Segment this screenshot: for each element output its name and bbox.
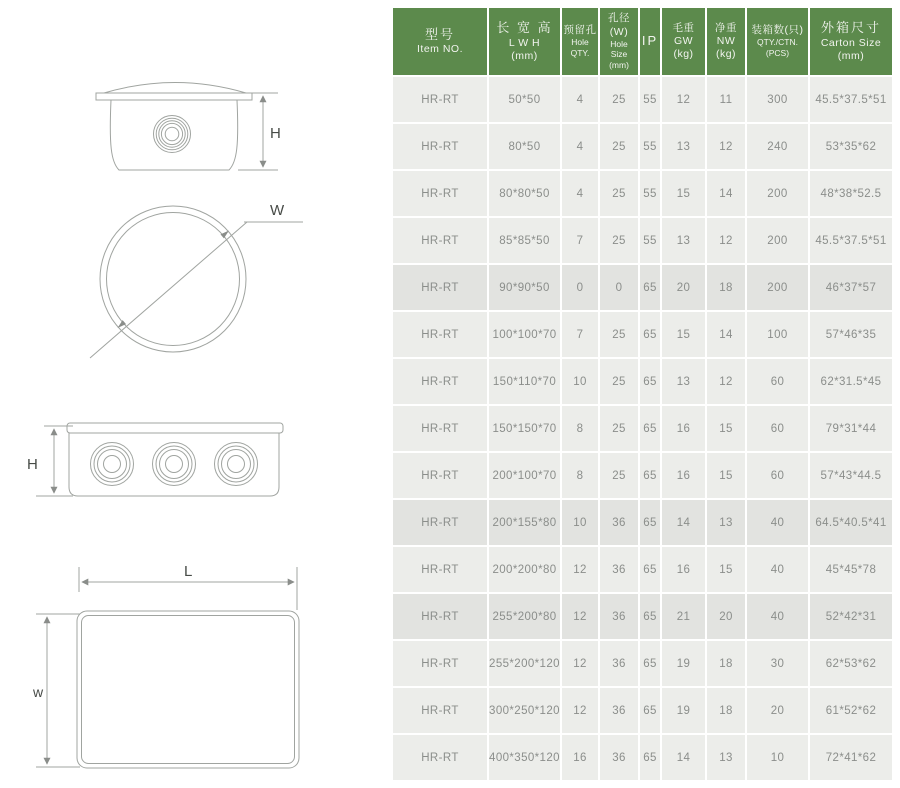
table-cell-row11-ip: 65: [640, 547, 660, 592]
table-cell-row12-lwh: 255*200*80: [489, 594, 560, 639]
table-cell-row15-ip: 65: [640, 735, 660, 780]
header-line: (PCS): [765, 48, 790, 59]
table-cell-row3-ip: 55: [640, 171, 660, 216]
table-cell-row1-gw: 12: [662, 77, 705, 122]
dimension-label-w-bottom: w: [33, 684, 44, 700]
table-cell-row3-nw: 14: [707, 171, 745, 216]
header-cell-lwh: [489, 8, 560, 75]
header-line: (mm): [511, 49, 538, 62]
table-cell-row15-gw: 14: [662, 735, 705, 780]
header-line: Hole QTY.: [570, 37, 590, 59]
table-cell-row3-gw: 15: [662, 171, 705, 216]
box-body: [110, 100, 237, 170]
table-cell-row9-nw: 15: [707, 453, 745, 498]
table-cell-row9-hole-qty: 8: [562, 453, 598, 498]
table-cell-row5-lwh: 90*90*50: [489, 265, 560, 310]
table-cell-row10-nw: 13: [707, 500, 745, 545]
table-cell-row6-lwh: 100*100*70: [489, 312, 560, 357]
table-cell-row8-hole-size: 25: [600, 406, 638, 451]
table-cell-row5-hole-qty: 0: [562, 265, 598, 310]
technical-drawings-panel: [0, 0, 390, 788]
header-line: 长 宽 高: [496, 20, 553, 36]
header-line: (W): [609, 25, 629, 38]
table-cell-row7-qty-ctn: 60: [747, 359, 808, 404]
table-cell-row4-lwh: 85*85*50: [489, 218, 560, 263]
table-cell-row2-hole-size: 25: [600, 124, 638, 169]
table-cell-row12-item-no: HR-RT: [393, 594, 487, 639]
table-cell-row13-gw: 19: [662, 641, 705, 686]
table-cell-row13-hole-qty: 12: [562, 641, 598, 686]
header-line: (mm): [609, 59, 629, 70]
table-cell-row1-hole-size: 25: [600, 77, 638, 122]
table-cell-row1-lwh: 50*50: [489, 77, 560, 122]
header-line: 净重: [715, 21, 737, 34]
table-cell-row7-gw: 13: [662, 359, 705, 404]
table-cell-row6-qty-ctn: 100: [747, 312, 808, 357]
table-cell-row6-ip: 65: [640, 312, 660, 357]
table-cell-row12-hole-qty: 12: [562, 594, 598, 639]
table-cell-row5-hole-size: 0: [600, 265, 638, 310]
table-cell-row8-nw: 15: [707, 406, 745, 451]
table-cell-row8-qty-ctn: 60: [747, 406, 808, 451]
cable-gland-ring: [161, 123, 182, 144]
table-cell-row11-lwh: 200*200*80: [489, 547, 560, 592]
table-cell-row1-ip: 55: [640, 77, 660, 122]
table-cell-row2-hole-qty: 4: [562, 124, 598, 169]
table-cell-row12-gw: 21: [662, 594, 705, 639]
round-box-side-view: [96, 83, 281, 171]
table-cell-row15-hole-qty: 16: [562, 735, 598, 780]
table-cell-row9-hole-size: 25: [600, 453, 638, 498]
header-cell-qty-ctn: [747, 8, 808, 75]
table-cell-row6-gw: 15: [662, 312, 705, 357]
table-cell-row7-lwh: 150*110*70: [489, 359, 560, 404]
header-line: 外箱尺寸: [820, 20, 881, 36]
table-cell-row8-hole-qty: 8: [562, 406, 598, 451]
table-cell-row12-nw: 20: [707, 594, 745, 639]
drawings-svg: [0, 0, 390, 788]
table-cell-row3-qty-ctn: 200: [747, 171, 808, 216]
table-cell-row10-hole-qty: 10: [562, 500, 598, 545]
table-cell-row11-hole-size: 36: [600, 547, 638, 592]
table-cell-row8-gw: 16: [662, 406, 705, 451]
table-cell-row3-carton-size: 48*38*52.5: [810, 171, 892, 216]
table-cell-row10-ip: 65: [640, 500, 660, 545]
table-cell-row9-item-no: HR-RT: [393, 453, 487, 498]
table-cell-row6-hole-qty: 7: [562, 312, 598, 357]
table-cell-row6-item-no: HR-RT: [393, 312, 487, 357]
table-cell-row10-lwh: 200*155*80: [489, 500, 560, 545]
table-cell-row2-carton-size: 53*35*62: [810, 124, 892, 169]
header-cell-gw: [662, 8, 705, 75]
dimension-label-l: L: [184, 563, 193, 580]
table-cell-row14-gw: 19: [662, 688, 705, 733]
table-cell-row14-item-no: HR-RT: [393, 688, 487, 733]
header-line: 型号: [424, 26, 455, 42]
table-cell-row5-ip: 65: [640, 265, 660, 310]
header-line: NW: [716, 34, 736, 47]
table-cell-row14-lwh: 300*250*120: [489, 688, 560, 733]
header-cell-item-no: [393, 8, 487, 75]
table-cell-row2-item-no: HR-RT: [393, 124, 487, 169]
table-cell-row15-lwh: 400*350*120: [489, 735, 560, 780]
header-line: 装箱数(只): [751, 24, 804, 37]
table-cell-row5-carton-size: 46*37*57: [810, 265, 892, 310]
header-line: (kg): [715, 48, 737, 61]
table-cell-row10-qty-ctn: 40: [747, 500, 808, 545]
header-line: (kg): [673, 48, 694, 61]
table-cell-row4-nw: 12: [707, 218, 745, 263]
header-line: Hole Size: [610, 38, 628, 60]
dimension-label-h1: H: [270, 125, 281, 142]
header-line: L W H: [508, 36, 541, 49]
table-cell-row15-hole-size: 36: [600, 735, 638, 780]
cable-gland-ring: [165, 127, 179, 141]
table-cell-row14-carton-size: 61*52*62: [810, 688, 892, 733]
table-cell-row11-gw: 16: [662, 547, 705, 592]
table-cell-row2-gw: 13: [662, 124, 705, 169]
table-cell-row2-ip: 55: [640, 124, 660, 169]
table-cell-row15-carton-size: 72*41*62: [810, 735, 892, 780]
header-line: Item NO.: [416, 43, 463, 56]
header-line: 毛重: [672, 21, 695, 34]
header-line: QTY./CTN.: [757, 37, 798, 48]
table-cell-row12-qty-ctn: 40: [747, 594, 808, 639]
table-cell-row3-hole-qty: 4: [562, 171, 598, 216]
table-cell-row11-hole-qty: 12: [562, 547, 598, 592]
table-cell-row15-item-no: HR-RT: [393, 735, 487, 780]
table-cell-row14-nw: 18: [707, 688, 745, 733]
table-cell-row2-nw: 12: [707, 124, 745, 169]
table-cell-row6-carton-size: 57*46*35: [810, 312, 892, 357]
table-cell-row13-nw: 18: [707, 641, 745, 686]
box-dome-line: [104, 83, 246, 94]
header-cell-ip: [640, 8, 660, 75]
table-cell-row1-carton-size: 45.5*37.5*51: [810, 77, 892, 122]
knockout-center: [153, 443, 196, 486]
table-cell-row7-carton-size: 62*31.5*45: [810, 359, 892, 404]
spec-table: [393, 8, 892, 780]
table-cell-row1-qty-ctn: 300: [747, 77, 808, 122]
table-cell-row9-carton-size: 57*43*44.5: [810, 453, 892, 498]
lid-inner-outline: [82, 616, 295, 764]
table-cell-row2-qty-ctn: 240: [747, 124, 808, 169]
table-cell-row5-gw: 20: [662, 265, 705, 310]
table-cell-row13-qty-ctn: 30: [747, 641, 808, 686]
table-cell-row4-hole-qty: 7: [562, 218, 598, 263]
table-cell-row4-ip: 55: [640, 218, 660, 263]
header-cell-hole-qty: [562, 8, 598, 75]
table-cell-row7-item-no: HR-RT: [393, 359, 487, 404]
table-cell-row11-item-no: HR-RT: [393, 547, 487, 592]
table-cell-row14-qty-ctn: 20: [747, 688, 808, 733]
dimension-label-w-top: W: [270, 202, 285, 219]
box-lid: [96, 93, 252, 100]
table-cell-row8-item-no: HR-RT: [393, 406, 487, 451]
table-cell-row9-ip: 65: [640, 453, 660, 498]
header-line: 孔径: [608, 12, 630, 25]
rect-box-side-view: [27, 423, 283, 496]
table-cell-row14-hole-size: 36: [600, 688, 638, 733]
table-cell-row11-qty-ctn: 40: [747, 547, 808, 592]
table-cell-row12-hole-size: 36: [600, 594, 638, 639]
rect-box-lid: [67, 423, 283, 433]
table-cell-row9-qty-ctn: 60: [747, 453, 808, 498]
table-cell-row4-gw: 13: [662, 218, 705, 263]
table-cell-row6-nw: 14: [707, 312, 745, 357]
cable-gland-ring: [159, 121, 185, 147]
table-cell-row10-gw: 14: [662, 500, 705, 545]
table-cell-row8-carton-size: 79*31*44: [810, 406, 892, 451]
header-cell-nw: [707, 8, 745, 75]
table-cell-row7-hole-qty: 10: [562, 359, 598, 404]
knockout-left: [91, 443, 134, 486]
table-cell-row2-lwh: 80*50: [489, 124, 560, 169]
table-cell-row5-nw: 18: [707, 265, 745, 310]
table-cell-row8-ip: 65: [640, 406, 660, 451]
table-cell-row13-hole-size: 36: [600, 641, 638, 686]
header-line: GW: [673, 34, 694, 47]
table-cell-row4-qty-ctn: 200: [747, 218, 808, 263]
table-cell-row14-hole-qty: 12: [562, 688, 598, 733]
table-cell-row11-carton-size: 45*45*78: [810, 547, 892, 592]
lid-outer-outline: [77, 611, 299, 768]
table-cell-row7-hole-size: 25: [600, 359, 638, 404]
table-cell-row7-ip: 65: [640, 359, 660, 404]
table-cell-row8-lwh: 150*150*70: [489, 406, 560, 451]
table-cell-row1-nw: 11: [707, 77, 745, 122]
table-cell-row10-carton-size: 64.5*40.5*41: [810, 500, 892, 545]
table-cell-row3-item-no: HR-RT: [393, 171, 487, 216]
round-box-top-view: [90, 202, 303, 358]
table-cell-row4-item-no: HR-RT: [393, 218, 487, 263]
table-cell-row13-item-no: HR-RT: [393, 641, 487, 686]
table-cell-row9-gw: 16: [662, 453, 705, 498]
inner-circle: [107, 213, 240, 346]
table-cell-row4-carton-size: 45.5*37.5*51: [810, 218, 892, 263]
table-cell-row9-lwh: 200*100*70: [489, 453, 560, 498]
table-cell-row15-nw: 13: [707, 735, 745, 780]
table-cell-row14-ip: 65: [640, 688, 660, 733]
table-cell-row10-item-no: HR-RT: [393, 500, 487, 545]
table-cell-row7-nw: 12: [707, 359, 745, 404]
header-line: Carton Size: [820, 36, 882, 49]
header-cell-hole-size: [600, 8, 638, 75]
table-cell-row15-qty-ctn: 10: [747, 735, 808, 780]
table-cell-row4-hole-size: 25: [600, 218, 638, 263]
dimension-label-h2: H: [27, 456, 38, 473]
header-line: (mm): [837, 49, 865, 62]
table-cell-row13-lwh: 255*200*120: [489, 641, 560, 686]
table-cell-row5-item-no: HR-RT: [393, 265, 487, 310]
table-cell-row3-lwh: 80*80*50: [489, 171, 560, 216]
table-cell-row13-ip: 65: [640, 641, 660, 686]
table-cell-row12-carton-size: 52*42*31: [810, 594, 892, 639]
rect-box-top-view: [32, 563, 299, 768]
table-cell-row11-nw: 15: [707, 547, 745, 592]
table-cell-row13-carton-size: 62*53*62: [810, 641, 892, 686]
header-line: IP: [641, 33, 659, 49]
knockout-right: [215, 443, 258, 486]
table-cell-row5-qty-ctn: 200: [747, 265, 808, 310]
table-cell-row6-hole-size: 25: [600, 312, 638, 357]
table-cell-row1-item-no: HR-RT: [393, 77, 487, 122]
table-cell-row1-hole-qty: 4: [562, 77, 598, 122]
header-cell-carton-size: [810, 8, 892, 75]
diameter-line: [90, 222, 247, 358]
header-line: 预留孔: [563, 24, 597, 37]
table-cell-row10-hole-size: 36: [600, 500, 638, 545]
table-cell-row12-ip: 65: [640, 594, 660, 639]
table-cell-row3-hole-size: 25: [600, 171, 638, 216]
